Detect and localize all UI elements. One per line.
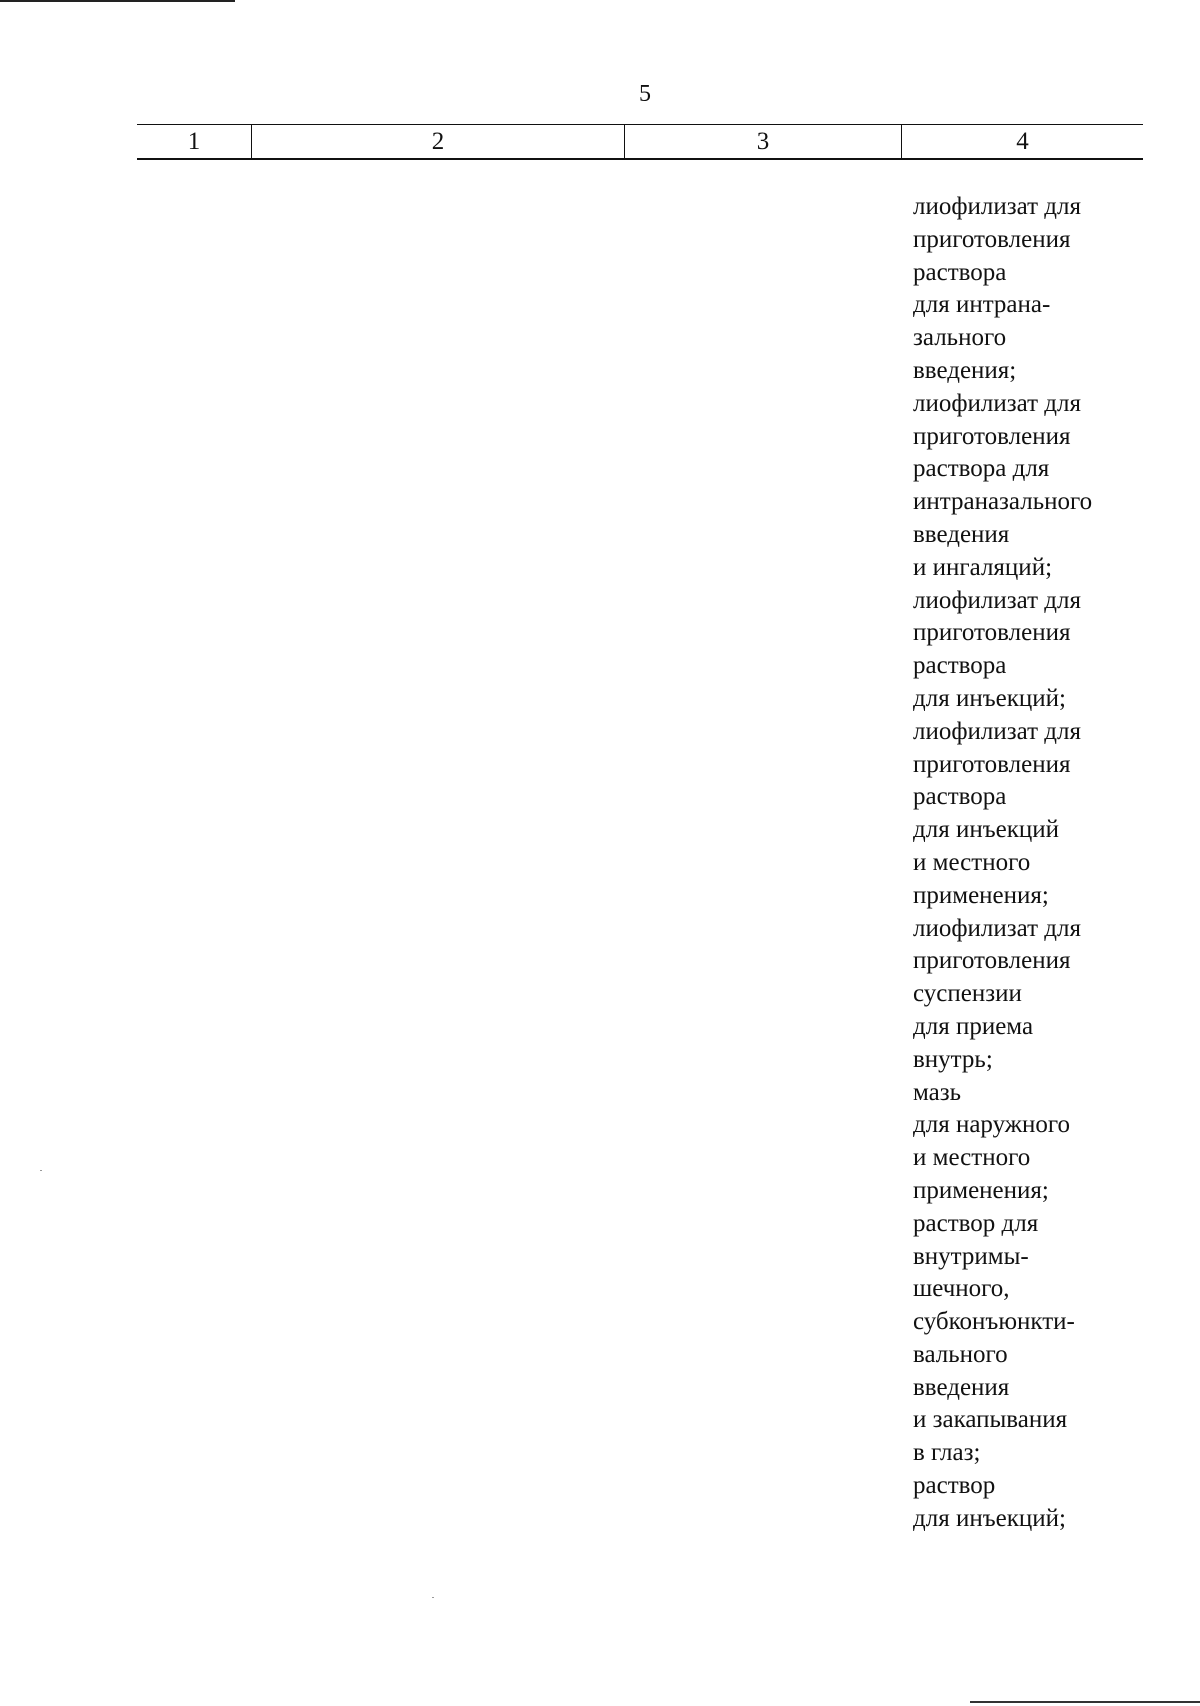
dosage-form-line: раствора (913, 783, 1007, 811)
dosage-form-line: для инъекций; (913, 684, 1066, 712)
dosage-form-line: вального (913, 1340, 1008, 1368)
dosage-form-line: раствора для (913, 455, 1050, 483)
dosage-form-line: в глаз; (913, 1439, 981, 1467)
dosage-form-line: лиофилизат для (913, 717, 1081, 745)
dosage-form-line: внутримы- (913, 1242, 1029, 1270)
column-4-dosage-forms (913, 191, 1158, 1536)
dosage-form-line: субконъюнкти- (913, 1308, 1075, 1336)
dosage-form-line: раствора (913, 652, 1007, 680)
dosage-form-line: раствора (913, 258, 1007, 286)
dosage-form-line: для приема (913, 1012, 1034, 1040)
dosage-form-line: для инъекций; (913, 1504, 1066, 1532)
dosage-form-line: введения (913, 520, 1010, 548)
dosage-form-line: приготовления (913, 422, 1071, 450)
dosage-form-line: для инъекций (913, 816, 1060, 844)
dosage-form-line: применения; (913, 1176, 1049, 1204)
header-cell-2: 2 (252, 125, 625, 158)
dosage-form-line: шечного, (913, 1275, 1010, 1303)
header-cell-3: 3 (625, 125, 902, 158)
dosage-form-line: приготовления (913, 619, 1071, 647)
scan-speck (40, 1170, 42, 1171)
dosage-form-line: приготовления (913, 947, 1071, 975)
dosage-form-line: и местного (913, 848, 1031, 876)
dosage-form-line: лиофилизат для (913, 389, 1081, 417)
dosage-form-line: и местного (913, 1144, 1031, 1172)
scan-edge-mark-top (0, 0, 235, 2)
dosage-form-line: раствор (913, 1472, 996, 1500)
dosage-form-line: зального (913, 324, 1007, 352)
dosage-form-line: раствор для (913, 1209, 1039, 1237)
dosage-form-line: интраназального (913, 488, 1093, 516)
dosage-form-line: мазь (913, 1078, 962, 1106)
dosage-form-line: приготовления (913, 750, 1071, 778)
dosage-form-line: для интрана- (913, 291, 1051, 319)
dosage-form-line: лиофилизат для (913, 586, 1081, 614)
dosage-form-line: лиофилизат для (913, 914, 1081, 942)
dosage-form-line: введения; (913, 356, 1017, 384)
scan-speck (432, 1597, 434, 1598)
header-cell-1: 1 (137, 125, 252, 158)
dosage-form-line: применения; (913, 881, 1049, 909)
dosage-form-line: лиофилизат для (913, 193, 1081, 220)
dosage-form-line: и ингаляций; (913, 553, 1053, 581)
table-header-row (137, 124, 1143, 160)
dosage-form-line: для наружного (913, 1111, 1071, 1139)
page-number: 5 (639, 81, 651, 107)
header-cell-4: 4 (1016, 127, 1029, 155)
dosage-form-line: суспензии (913, 980, 1022, 1008)
dosage-form-line: приготовления (913, 225, 1071, 253)
scan-edge-mark-bottom (970, 1701, 1200, 1703)
dosage-form-line: внутрь; (913, 1045, 993, 1073)
dosage-form-line: и закапывания (913, 1406, 1068, 1434)
dosage-form-line: введения (913, 1373, 1010, 1401)
